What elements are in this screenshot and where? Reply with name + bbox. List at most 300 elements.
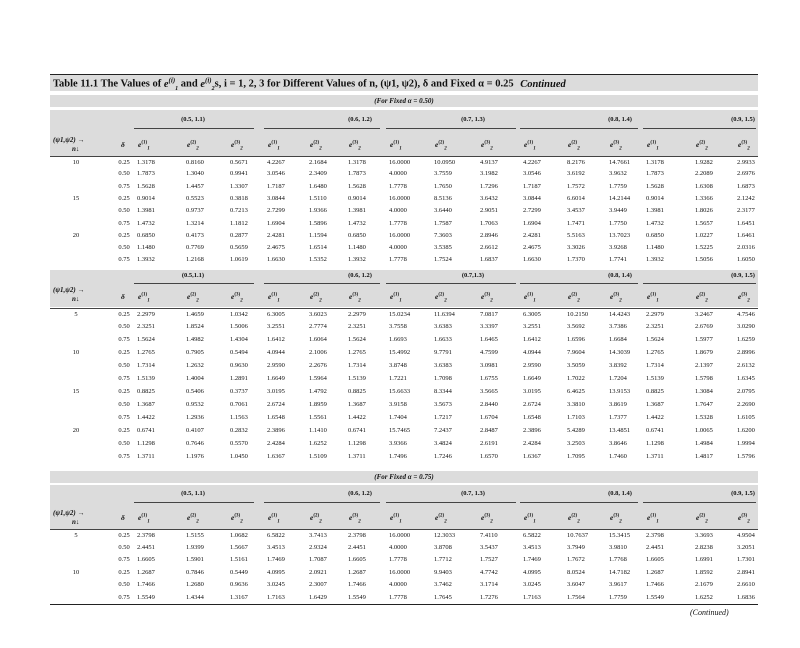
column-header: $e^{(1)}_1$ <box>647 513 659 525</box>
cell-value: 1.7750 <box>609 219 627 227</box>
cell-value: 1.5549 <box>137 594 155 601</box>
delta-header: δ <box>121 513 125 522</box>
cell-value: 1.6200 <box>737 427 755 434</box>
cell-value: 0.9532 <box>186 401 204 408</box>
cell-value: 1.7672 <box>567 556 585 564</box>
cell-value: 1.1976 <box>186 453 204 460</box>
table-row <box>50 168 758 180</box>
cell-value: 3.6383 <box>434 362 452 369</box>
cell-value: 1.6252 <box>695 594 713 601</box>
column-header: $e^{(2)}_2$ <box>435 292 447 304</box>
cell-value: 4.0944 <box>267 349 285 356</box>
cell-value: 0.9630 <box>230 362 248 369</box>
column-header: $e^{(2)}_2$ <box>187 140 199 152</box>
cell-value: 1.3932 <box>646 256 664 264</box>
cell-value: 1.5561 <box>309 414 327 421</box>
cell-value: 3.6047 <box>567 581 585 589</box>
cell-value: 1.7466 <box>348 581 366 589</box>
cell-value: 1.8026 <box>695 207 713 215</box>
cell-value: 3.0195 <box>267 388 285 395</box>
cell-n: 10 <box>72 349 80 356</box>
cell-delta: 0.25 <box>118 231 130 239</box>
cell-value: 2.4675 <box>523 244 541 252</box>
cell-value: 2.2979 <box>137 311 155 318</box>
cell-value: 1.7296 <box>480 182 498 190</box>
group-underline <box>643 283 756 284</box>
cell-value: 2.2089 <box>695 170 713 178</box>
cell-value: 0.7846 <box>186 568 204 576</box>
cell-value: 1.7377 <box>609 414 627 421</box>
row-label-n: n↓ <box>72 295 80 303</box>
table-row <box>50 438 758 450</box>
group-label: (0.6, 1.2) <box>348 490 372 497</box>
title-continued: Continued <box>520 78 566 90</box>
cell-value: 1.6345 <box>737 375 755 382</box>
table-row <box>50 554 758 566</box>
cell-value: 2.6612 <box>480 244 498 252</box>
column-header: $e^{(2)}_2$ <box>187 513 199 525</box>
cell-delta: 0.25 <box>118 568 130 576</box>
cell-value: 1.6630 <box>523 256 541 264</box>
cell-n: 10 <box>72 159 80 166</box>
cell-delta: 0.25 <box>118 388 130 395</box>
delta-header: δ <box>121 140 125 149</box>
cell-value: 3.9268 <box>609 244 627 252</box>
cell-value: 1.7527 <box>480 556 498 564</box>
cell-value: 0.6850 <box>137 231 155 239</box>
cell-value: 1.6837 <box>480 256 498 264</box>
column-header: $e^{(2)}_2$ <box>568 292 580 304</box>
row-label-n: n↓ <box>72 518 80 526</box>
cell-value: 13.4851 <box>609 427 631 434</box>
cell-value: 3.8708 <box>434 543 452 551</box>
group-label: (0.5, 1.1) <box>181 490 205 497</box>
table-row <box>50 181 758 193</box>
cell-value: 1.4422 <box>646 414 664 421</box>
cell-value: 13.9153 <box>609 388 631 395</box>
cell-value: 2.9324 <box>309 543 327 551</box>
table-row <box>50 529 758 542</box>
cell-value: 15.3415 <box>609 532 631 539</box>
cell-value: 4.2267 <box>523 159 541 166</box>
cell-value: 1.2680 <box>186 581 204 589</box>
cell-value: 3.8619 <box>609 401 627 408</box>
cell-value: 1.7276 <box>480 594 498 601</box>
cell-value: 16.0000 <box>389 231 411 239</box>
cell-value: 2.8440 <box>480 401 498 408</box>
cell-value: 1.3214 <box>186 219 204 227</box>
cell-delta: 0.50 <box>118 401 130 408</box>
cell-value: 9.9403 <box>434 568 452 576</box>
cell-value: 2.3177 <box>737 207 755 215</box>
column-header: $e^{(1)}_1$ <box>524 140 536 152</box>
cell-value: 1.7314 <box>137 362 155 369</box>
cell-value: 1.9994 <box>737 440 755 447</box>
cell-value: 2.6724 <box>523 401 541 408</box>
cell-value: 1.5006 <box>230 323 248 330</box>
cell-value: 0.9014 <box>137 194 155 202</box>
cell-value: 1.8679 <box>695 349 713 356</box>
cell-value: 1.3687 <box>348 401 366 408</box>
cell-value: 2.3409 <box>309 170 327 178</box>
title-mid: s, i = 1, 2, 3 for Different Values of n, (ψ1, ψ2), δ and Fixed α = 0.25 <box>214 78 514 90</box>
cell-value: 1.6367 <box>267 453 285 460</box>
cell-value: 1.6836 <box>737 594 755 601</box>
cell-value: 4.2267 <box>267 159 285 166</box>
cell-value: 1.5139 <box>348 375 366 382</box>
cell-value: 0.5570 <box>230 440 248 447</box>
table-row <box>50 308 758 321</box>
group-label: (0.7, 1.3) <box>461 490 485 497</box>
cell-value: 2.3798 <box>646 532 664 539</box>
cell-value: 2.6132 <box>737 362 755 369</box>
cell-value: 1.7873 <box>348 170 366 178</box>
cell-value: 1.5977 <box>695 336 713 343</box>
cell-value: 4.0000 <box>389 207 407 215</box>
cell-value: 1.7759 <box>609 594 627 601</box>
group-label: (0.8, 1.4) <box>608 272 632 279</box>
cell-value: 3.8748 <box>389 362 407 369</box>
cell-value: 1.5624 <box>646 336 664 343</box>
cell-value: 0.3737 <box>230 388 248 395</box>
cell-value: 14.7182 <box>609 568 631 576</box>
table-row <box>50 193 758 205</box>
cell-value: 2.3251 <box>137 323 155 330</box>
column-header: $e^{(3)}_2$ <box>481 513 493 525</box>
column-header: $e^{(1)}_1$ <box>524 513 536 525</box>
cell-value: 3.0844 <box>267 194 285 202</box>
cell-value: 7.9604 <box>567 349 585 356</box>
cell-value: 1.0682 <box>230 532 248 539</box>
column-header: $e^{(1)}_1$ <box>268 292 280 304</box>
cell-value: 1.6308 <box>695 182 713 190</box>
cell-value: 1.6684 <box>609 336 627 343</box>
cell-value: 3.5665 <box>480 388 498 395</box>
cell-value: 1.1594 <box>309 231 327 239</box>
column-header: $e^{(1)}_1$ <box>138 140 150 152</box>
group-label: (0.7,1.3) <box>461 272 485 279</box>
cell-value: 1.2168 <box>186 256 204 264</box>
column-header: $e^{(2)}_2$ <box>187 292 199 304</box>
cell-delta: 0.75 <box>118 182 130 190</box>
cell-value: 1.7873 <box>137 170 155 178</box>
cell-value: 1.3366 <box>695 194 713 202</box>
cell-value: 1.7778 <box>389 219 407 227</box>
cell-value: 0.8160 <box>186 159 204 166</box>
cell-value: 1.5139 <box>646 375 664 382</box>
cell-value: 8.0524 <box>567 568 585 576</box>
cell-value: 1.4422 <box>348 414 366 421</box>
cell-value: 4.0000 <box>389 543 407 551</box>
column-header: $e^{(1)}_1$ <box>390 140 402 152</box>
cell-value: 1.4304 <box>230 336 248 343</box>
cell-value: 3.5673 <box>434 401 452 408</box>
cell-value: 3.6383 <box>434 323 452 330</box>
cell-value: 1.6461 <box>737 231 755 239</box>
group-label: (0.9, 1.5) <box>731 490 755 497</box>
cell-value: 1.1298 <box>137 440 155 447</box>
cell-value: 4.0000 <box>389 170 407 178</box>
cell-value: 4.0944 <box>523 349 541 356</box>
group-underline <box>134 128 254 129</box>
cell-delta: 0.50 <box>118 440 130 447</box>
cell-value: 3.9449 <box>609 207 627 215</box>
cell-value: 1.7778 <box>389 256 407 264</box>
cell-value: 1.6649 <box>523 375 541 382</box>
cell-value: 16.0000 <box>389 532 411 539</box>
cell-value: 2.4284 <box>523 440 541 447</box>
cell-value: 3.7386 <box>609 323 627 330</box>
cell-value: 0.3818 <box>230 194 248 202</box>
cell-value: 1.5139 <box>137 375 155 382</box>
cell-value: 1.6412 <box>523 336 541 343</box>
column-header: $e^{(1)}_1$ <box>390 513 402 525</box>
cell-value: 1.7095 <box>567 453 585 460</box>
cell-value: 0.9941 <box>230 170 248 178</box>
cell-value: 2.3251 <box>348 323 366 330</box>
cell-value: 1.4457 <box>186 182 204 190</box>
cell-value: 4.7546 <box>737 311 755 318</box>
cell-value: 3.9810 <box>609 543 627 551</box>
group-underline <box>264 128 380 129</box>
cell-value: 1.7187 <box>523 182 541 190</box>
cell-value: 2.0795 <box>737 388 755 395</box>
cell-delta: 0.25 <box>118 427 130 434</box>
cell-value: 0.9014 <box>348 194 366 202</box>
header-section-3 <box>50 485 758 529</box>
cell-value: 2.2676 <box>309 362 327 369</box>
cell-value: 1.3687 <box>646 401 664 408</box>
cell-value: 1.3178 <box>646 159 664 166</box>
cell-value: 1.6548 <box>267 414 285 421</box>
cell-value: 10.0950 <box>434 159 456 166</box>
cell-value: 2.3896 <box>523 427 541 434</box>
cell-value: 5.5163 <box>567 231 585 239</box>
cell-value: 1.5328 <box>695 414 713 421</box>
group-underline <box>264 283 380 284</box>
cell-value: 3.6440 <box>434 207 452 215</box>
cell-value: 4.0000 <box>389 581 407 589</box>
cell-value: 1.1812 <box>230 219 248 227</box>
cell-value: 1.7098 <box>434 375 452 382</box>
cell-value: 1.2891 <box>230 375 248 382</box>
cell-value: 2.4284 <box>267 440 285 447</box>
cell-value: 3.0245 <box>523 581 541 589</box>
cell-value: 1.7301 <box>737 556 755 564</box>
group-underline <box>643 128 756 129</box>
cell-value: 1.5628 <box>646 182 664 190</box>
cell-value: 3.9366 <box>389 440 407 447</box>
cell-value: 0.6850 <box>646 231 664 239</box>
cell-value: 7.2437 <box>434 427 452 434</box>
cell-value: 1.7768 <box>609 556 627 564</box>
cell-value: 16.0000 <box>389 159 411 166</box>
cell-value: 1.0227 <box>695 231 713 239</box>
column-header: $e^{(3)}_2$ <box>738 292 750 304</box>
cell-value: 1.5624 <box>348 336 366 343</box>
cell-value: 1.5628 <box>137 182 155 190</box>
cell-value: 1.3040 <box>186 170 204 178</box>
group-label: (0.6, 1.2) <box>348 272 372 279</box>
cell-value: 1.6633 <box>434 336 452 343</box>
column-header: $e^{(1)}_1$ <box>390 292 402 304</box>
cell-delta: 0.75 <box>118 336 130 343</box>
cell-value: 1.3178 <box>137 159 155 166</box>
cell-value: 1.3711 <box>137 453 155 460</box>
table-row <box>50 347 758 359</box>
group-underline <box>520 283 638 284</box>
cell-delta: 0.75 <box>118 256 130 264</box>
cell-value: 1.2687 <box>348 568 366 576</box>
cell-value: 3.1714 <box>480 581 498 589</box>
table-row <box>50 542 758 554</box>
cell-value: 1.3711 <box>348 453 366 460</box>
cell-value: 2.8946 <box>480 231 498 239</box>
cell-n: 15 <box>72 388 80 395</box>
cell-value: 1.6873 <box>737 182 755 190</box>
table-row <box>50 425 758 437</box>
cell-value: 0.7061 <box>230 401 248 408</box>
column-header: $e^{(3)}_2$ <box>610 513 622 525</box>
cell-value: 2.6976 <box>737 170 755 178</box>
cell-value: 1.6904 <box>523 219 541 227</box>
cell-value: 2.6610 <box>737 581 755 589</box>
cell-value: 1.9366 <box>309 207 327 215</box>
cell-value: 1.6904 <box>267 219 285 227</box>
table-row <box>50 386 758 398</box>
cell-value: 1.6429 <box>309 594 327 601</box>
cell-value: 1.7163 <box>267 594 285 601</box>
cell-value: 1.7163 <box>523 594 541 601</box>
cell-value: 1.1480 <box>646 244 664 252</box>
cell-delta: 0.50 <box>118 362 130 369</box>
header-section-1 <box>50 110 758 156</box>
cell-value: 16.0000 <box>389 194 411 202</box>
cell-value: 2.4281 <box>523 231 541 239</box>
cell-value: 1.4984 <box>695 440 713 447</box>
cell-value: 1.7778 <box>389 556 407 564</box>
cell-value: 1.7204 <box>609 375 627 382</box>
cell-value: 10.2150 <box>567 311 589 318</box>
column-header: $e^{(3)}_2$ <box>349 292 361 304</box>
cell-value: 2.8487 <box>480 427 498 434</box>
cell-value: 1.6451 <box>737 219 755 227</box>
cell-value: 1.3932 <box>137 256 155 264</box>
cell-value: 0.2832 <box>230 427 248 434</box>
cell-value: 3.5385 <box>434 244 452 252</box>
cell-value: 1.5628 <box>348 182 366 190</box>
cell-n: 10 <box>72 568 80 576</box>
cell-value: 1.6991 <box>695 556 713 564</box>
group-label: (0.9, 1.5) <box>731 272 755 279</box>
cell-value: 1.8959 <box>309 401 327 408</box>
group-underline <box>520 502 638 503</box>
cell-value: 15.4992 <box>389 349 411 356</box>
cell-value: 0.5449 <box>230 568 248 576</box>
group-label: (0.8, 1.4) <box>608 490 632 497</box>
cell-value: 1.2632 <box>186 362 204 369</box>
cell-value: 1.6755 <box>480 375 498 382</box>
cell-value: 3.2051 <box>737 543 755 551</box>
cell-value: 1.3307 <box>230 182 248 190</box>
group-label: (0.9, 1.5) <box>731 116 755 123</box>
cell-value: 2.4451 <box>646 543 664 551</box>
cell-value: 2.1006 <box>309 349 327 356</box>
table-row <box>50 399 758 411</box>
cell-value: 3.2551 <box>523 323 541 330</box>
cell-value: 0.8825 <box>646 388 664 395</box>
cell-value: 1.6704 <box>480 414 498 421</box>
group-underline <box>520 128 638 129</box>
cell-n: 20 <box>72 231 80 239</box>
cell-value: 2.3007 <box>309 581 327 589</box>
cell-value: 1.7087 <box>309 556 327 564</box>
cell-value: 1.5109 <box>309 453 327 460</box>
cell-value: 1.5549 <box>348 594 366 601</box>
cell-value: 1.2687 <box>646 568 664 576</box>
cell-value: 1.6649 <box>267 375 285 382</box>
cell-value: 3.0981 <box>480 362 498 369</box>
cell-value: 2.1679 <box>695 581 713 589</box>
cell-value: 2.9590 <box>523 362 541 369</box>
column-header: $e^{(2)}_2$ <box>696 292 708 304</box>
cell-value: 2.7774 <box>309 323 327 330</box>
cell-value: 1.3981 <box>646 207 664 215</box>
cell-delta: 0.50 <box>118 244 130 252</box>
cell-value: 3.4513 <box>267 543 285 551</box>
cell-value: 1.6693 <box>389 336 407 343</box>
group-label: (0.7, 1.3) <box>461 116 485 123</box>
cell-value: 1.0619 <box>230 256 248 264</box>
cell-value: 3.0245 <box>267 581 285 589</box>
cell-value: 0.7213 <box>230 207 248 215</box>
cell-value: 8.3344 <box>434 388 452 395</box>
column-header: $e^{(2)}_2$ <box>310 140 322 152</box>
cell-value: 4.0995 <box>523 568 541 576</box>
cell-value: 1.4982 <box>186 336 204 343</box>
cell-value: 1.4817 <box>695 453 713 460</box>
cell-value: 1.1298 <box>348 440 366 447</box>
table-row <box>50 254 758 266</box>
cell-value: 1.7873 <box>646 170 664 178</box>
cell-value: 0.7905 <box>186 349 204 356</box>
cell-value: 4.0000 <box>389 244 407 252</box>
cell-value: 1.7404 <box>389 414 407 421</box>
cell-delta: 0.50 <box>118 170 130 178</box>
column-header: $e^{(2)}_2$ <box>696 513 708 525</box>
cell-delta: 0.75 <box>118 556 130 564</box>
cell-value: 1.3687 <box>137 401 155 408</box>
cell-value: 2.8238 <box>695 543 713 551</box>
cell-value: 3.3026 <box>567 244 585 252</box>
cell-value: 0.6741 <box>646 427 664 434</box>
title-e2: $e^{(i)}_2$ <box>200 76 215 92</box>
row-label-psi: (ψ1,ψ2) → <box>53 286 85 294</box>
cell-value: 0.5659 <box>230 244 248 252</box>
cell-value: 1.7650 <box>434 182 452 190</box>
column-header: $e^{(3)}_2$ <box>738 140 750 152</box>
cell-value: 1.6480 <box>309 182 327 190</box>
cell-value: 7.3603 <box>434 231 452 239</box>
cell-value: 1.5667 <box>230 543 248 551</box>
cell-value: 16.0000 <box>389 568 411 576</box>
cell-value: 6.3005 <box>267 311 285 318</box>
cell-value: 1.6465 <box>480 336 498 343</box>
column-header: $e^{(1)}_1$ <box>647 292 659 304</box>
cell-value: 13.7023 <box>609 231 631 239</box>
table-row <box>50 205 758 217</box>
row-label-psi: (ψ1,ψ2) → <box>53 136 85 144</box>
